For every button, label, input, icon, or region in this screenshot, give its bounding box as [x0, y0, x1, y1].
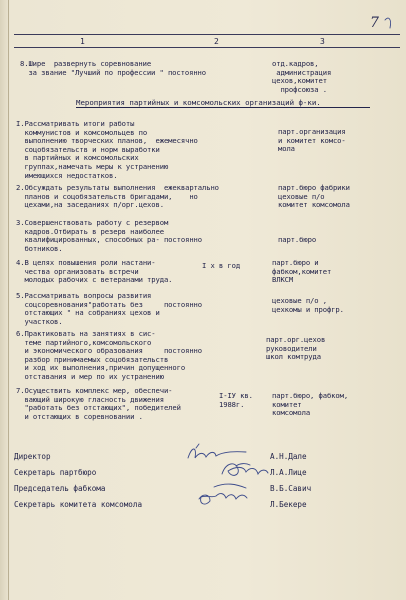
signatory-role-komsomol-secretary: Секретарь комитета комсомола	[14, 500, 143, 509]
item-8-text: 8.Шире развернуть соревнование за звание "Лучший по профессии " постоянно	[20, 59, 206, 77]
signatory-name-director: А.Н.Дале	[270, 452, 307, 461]
column-number-3: 3	[320, 37, 325, 46]
item-8-responsible: отд.кадров, администрация цехов,комитет профсоюза .	[272, 59, 332, 94]
item-2-responsible: парт.бюро фабрики цеховые п/о комитет комсомола	[278, 183, 350, 210]
column-number-1: 1	[80, 37, 85, 46]
item-7-text: 7.Осуществить комплекс мер, обеспечи- вающий широкую гласность движения "работать без отстающих", победителей и отстающих в соревновании .	[16, 386, 181, 421]
signatory-name-party-secretary: Л.А.Лице	[270, 468, 307, 477]
signatory-role-director: Директор	[14, 452, 51, 461]
item-6-responsible: парт.орг.цехов руководители школ комтруда	[266, 335, 326, 362]
signatory-name-union-chairman: В.Б.Савич	[270, 484, 312, 493]
item-1-responsible: парт.организация и комитет комсо- мола	[278, 127, 346, 154]
item-4-text: 4.В целях повышения роли настани- чества организовать встречи молодых рабочих с ветеранами труда.	[16, 258, 173, 285]
column-number-2: 2	[214, 37, 219, 46]
section-title: Мероприятия партийных и комсомольских организаций ф-ки.	[76, 98, 321, 107]
signature-party-secretary	[222, 464, 268, 476]
page-number-handwritten: 7	[370, 15, 379, 31]
item-1-text: I.Рассматривать итоги работы коммунистов и комсомольцев по выполнению творческих планов, ежемесячно соцобязательств и норм выработки в партийных и комсомольских группах,намечать меры к устранению имеющихся недостатков.	[16, 119, 198, 180]
item-4-term: I х в год	[202, 261, 241, 270]
item-3-responsible: парт.бюро	[278, 235, 317, 244]
signatory-role-party-secretary: Секретарь партбюро	[14, 468, 97, 477]
signatory-role-union-chairman: Председатель фабкома	[14, 484, 106, 493]
item-7-term: I-IУ кв. 1988г.	[219, 391, 253, 409]
item-6-text: 6.Практиковать на занятиях в сис- теме партийного,комсомольского и экономического образования постоянно разбор принимаемых соцобязательств и ход их выполнения,причин допущенного отставания и мер по их устранению	[16, 329, 202, 381]
signature-komsomol-secretary	[199, 484, 247, 504]
signatory-name-komsomol-secretary: Л.Бекере	[270, 500, 307, 509]
item-2-text: 2.Обсуждать результаты выполнения ежеквартально планов и соцобязательств бригадами, но цехами,на заседаниях п/орг.цехов.	[16, 183, 219, 210]
item-4-responsible: парт.бюро и фабком,комитет ВЛКСМ	[272, 258, 332, 285]
item-5-text: 5.Рассматривать вопросы развития соцсоревнования"работать без постоянно отстающих " на собраниях цехов и участков.	[16, 291, 202, 326]
item-5-responsible: цеховые п/о , цехкомы и профгр.	[272, 296, 344, 314]
item-7-responsible: парт.бюро, фабком, комитет комсомола	[272, 391, 349, 418]
item-3-text: 3.Совершенствовать работу с резервом кадров.Отбирать в резерв наиболее квалифицированных, способных ра- постоянно ботников.	[16, 218, 202, 253]
signature-director	[188, 444, 246, 458]
